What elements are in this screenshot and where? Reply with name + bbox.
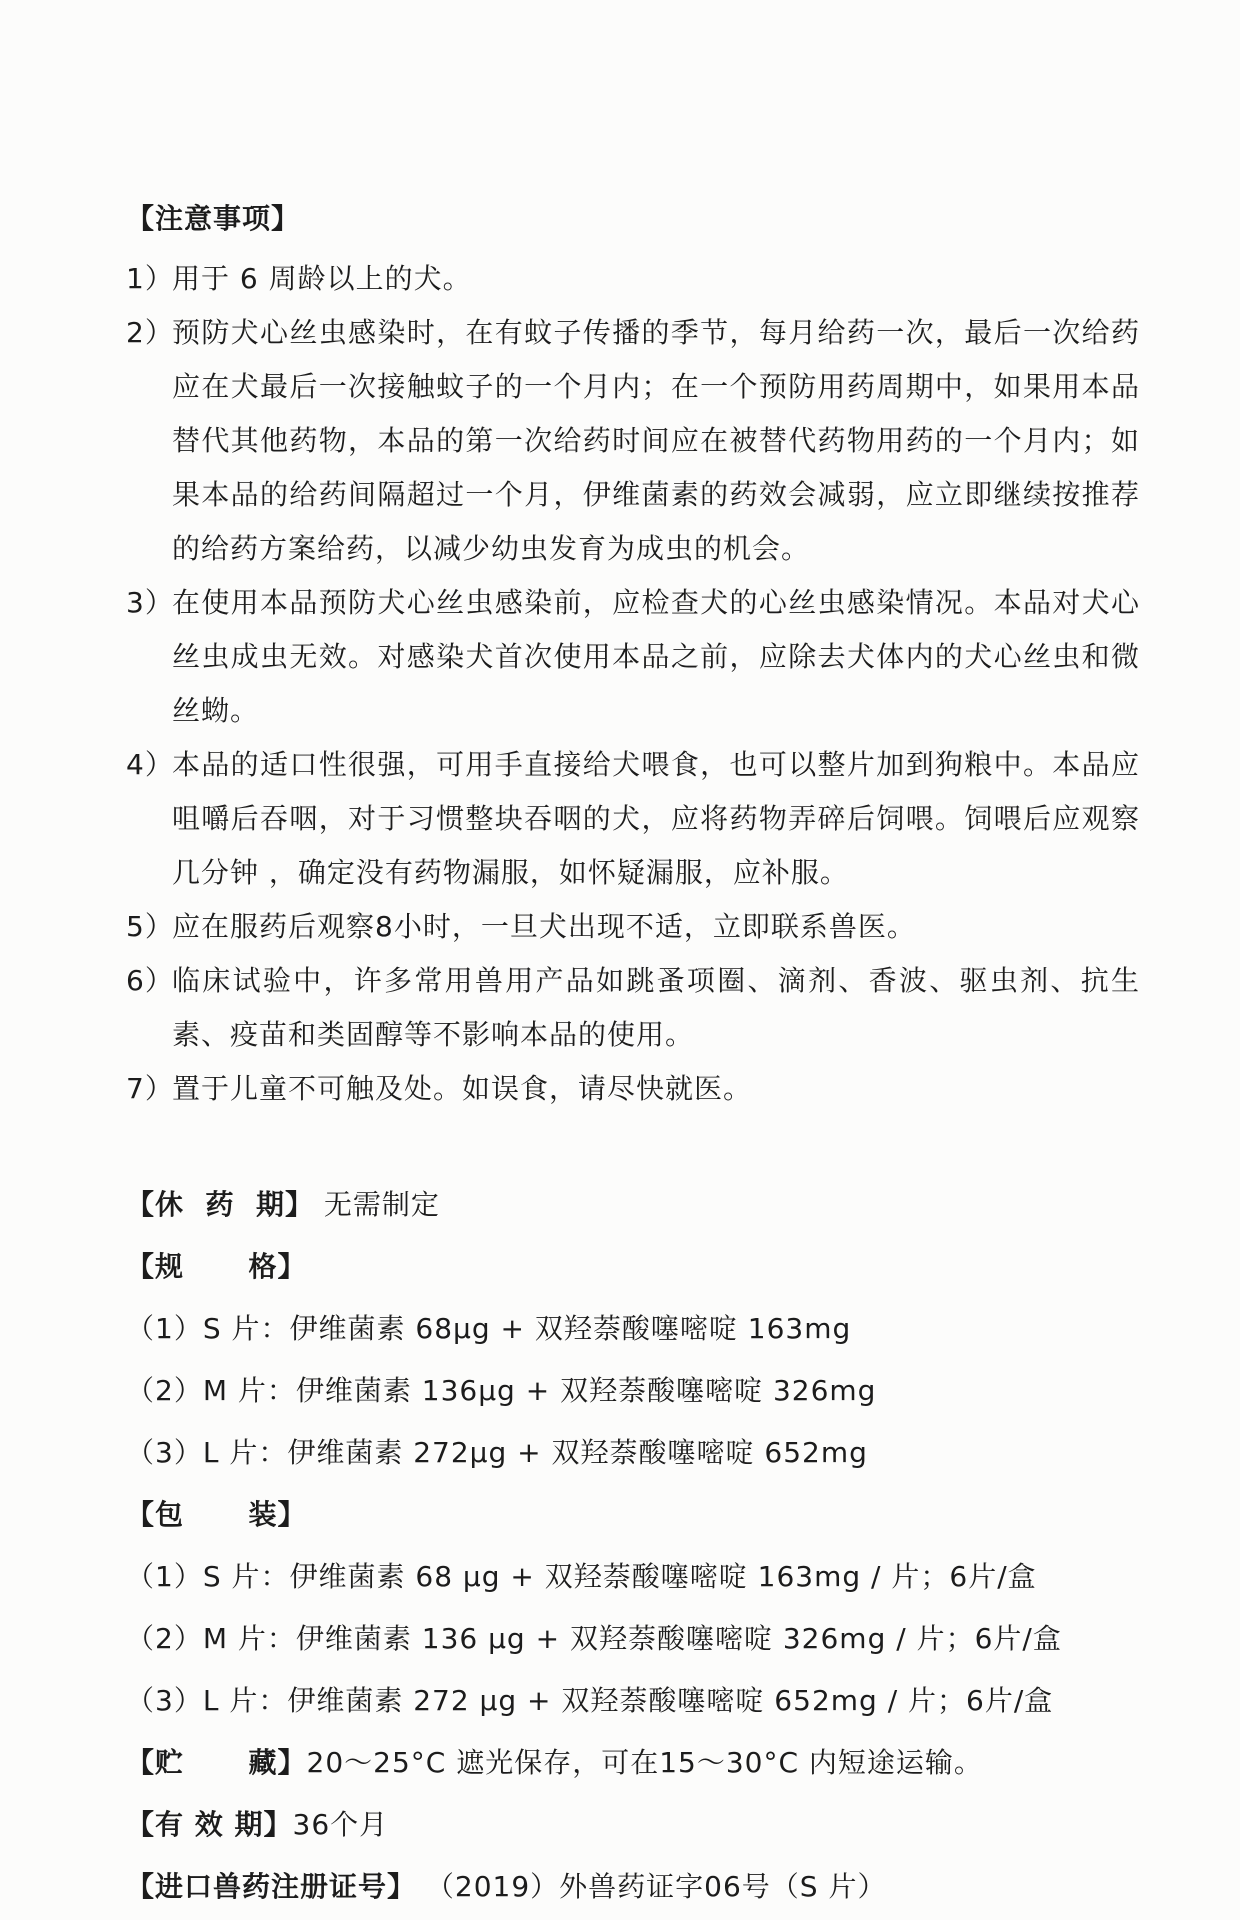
precautions-list	[126, 252, 1140, 1116]
item-text: 置于儿童不可触及处。如误食，请尽快就医。	[172, 1072, 753, 1105]
registration-row	[126, 1868, 1140, 1906]
storage-label: 【贮 藏】	[126, 1746, 307, 1779]
specification-label: 【规 格】	[126, 1250, 307, 1283]
list-item	[126, 576, 1140, 738]
section-gap	[126, 1116, 1140, 1186]
list-item	[126, 252, 1140, 306]
item-number: 3）	[126, 586, 174, 619]
list-item	[126, 1062, 1140, 1116]
item-text: 应在服药后观察8小时，一旦犬出现不适，立即联系兽医。	[172, 910, 916, 943]
specification-row	[126, 1248, 1140, 1286]
storage-value: 20～25°C 遮光保存，可在15～30°C 内短途运输。	[306, 1746, 983, 1779]
packaging-item: （1）S 片：伊维菌素 68 μg + 双羟萘酸噻嘧啶 163mg / 片；6片/盒	[126, 1560, 1037, 1593]
packaging-row	[126, 1496, 1140, 1534]
list-item	[126, 954, 1140, 1062]
specification-item: （1）S 片：伊维菌素 68μg + 双羟萘酸噻嘧啶 163mg	[126, 1312, 852, 1345]
list-item	[126, 738, 1140, 900]
item-text: 预防犬心丝虫感染时，在有蚊子传播的季节，每月给药一次，最后一次给药应在犬最后一次接触蚊子的一个月内；在一个预防用药周期中，如果用本品替代其他药物，本品的第一次给药时间应在被替代药物用药的一个月内；如果本品的给药间隔超过一个月，伊维菌素的药效会减弱，应立即继续按推荐的给药方案给药，以减少幼虫发育为成虫的机会。	[172, 316, 1140, 565]
expiry-label: 【有 效 期】	[126, 1808, 293, 1841]
item-text: 在使用本品预防犬心丝虫感染前，应检查犬的心丝虫感染情况。本品对犬心丝虫成虫无效。对感染犬首次使用本品之前，应除去犬体内的犬心丝虫和微丝蚴。	[172, 586, 1140, 727]
item-text: 用于 6 周龄以上的犬。	[172, 262, 472, 295]
item-text: 本品的适口性很强，可用手直接给犬喂食，也可以整片加到狗粮中。本品应咀嚼后吞咽，对于习惯整块吞咽的犬，应将药物弄碎后饲喂。饲喂后应观察几分钟 ，确定没有药物漏服，如怀疑漏服，应补服。	[172, 748, 1140, 889]
withdrawal-row	[126, 1186, 1140, 1224]
registration-value: （2019）外兽药证字06号（S 片）	[416, 1870, 887, 1903]
storage-row	[126, 1744, 1140, 1782]
item-text: 临床试验中，许多常用兽用产品如跳蚤项圈、滴剂、香波、驱虫剂、抗生素、疫苗和类固醇等不影响本品的使用。	[172, 964, 1140, 1051]
list-item	[126, 900, 1140, 954]
packaging-item: （2）M 片：伊维菌素 136 μg + 双羟萘酸噻嘧啶 326mg / 片；6片/盒	[126, 1622, 1062, 1655]
expiry-value: 36个月	[292, 1808, 389, 1841]
registration-label: 【进口兽药注册证号】	[126, 1870, 417, 1903]
specification-item: （3）L 片：伊维菌素 272μg + 双羟萘酸噻嘧啶 652mg	[126, 1436, 868, 1469]
item-number: 2）	[126, 316, 174, 349]
item-number: 7）	[126, 1072, 174, 1105]
expiry-row	[126, 1806, 1140, 1844]
withdrawal-value: 无需制定	[314, 1188, 440, 1221]
packaging-label: 【包 装】	[126, 1498, 307, 1531]
withdrawal-label: 【休 药 期】	[126, 1188, 314, 1221]
specification-item: （2）M 片：伊维菌素 136μg + 双羟萘酸噻嘧啶 326mg	[126, 1374, 877, 1407]
list-item	[126, 306, 1140, 576]
item-number: 4）	[126, 748, 174, 781]
item-number: 1）	[126, 262, 174, 295]
packaging-item: （3）L 片：伊维菌素 272 μg + 双羟萘酸噻嘧啶 652mg / 片；6片/盒	[126, 1684, 1054, 1717]
item-number: 5）	[126, 910, 174, 943]
precautions-heading: 【注意事项】	[126, 202, 301, 235]
item-number: 6）	[126, 964, 174, 997]
